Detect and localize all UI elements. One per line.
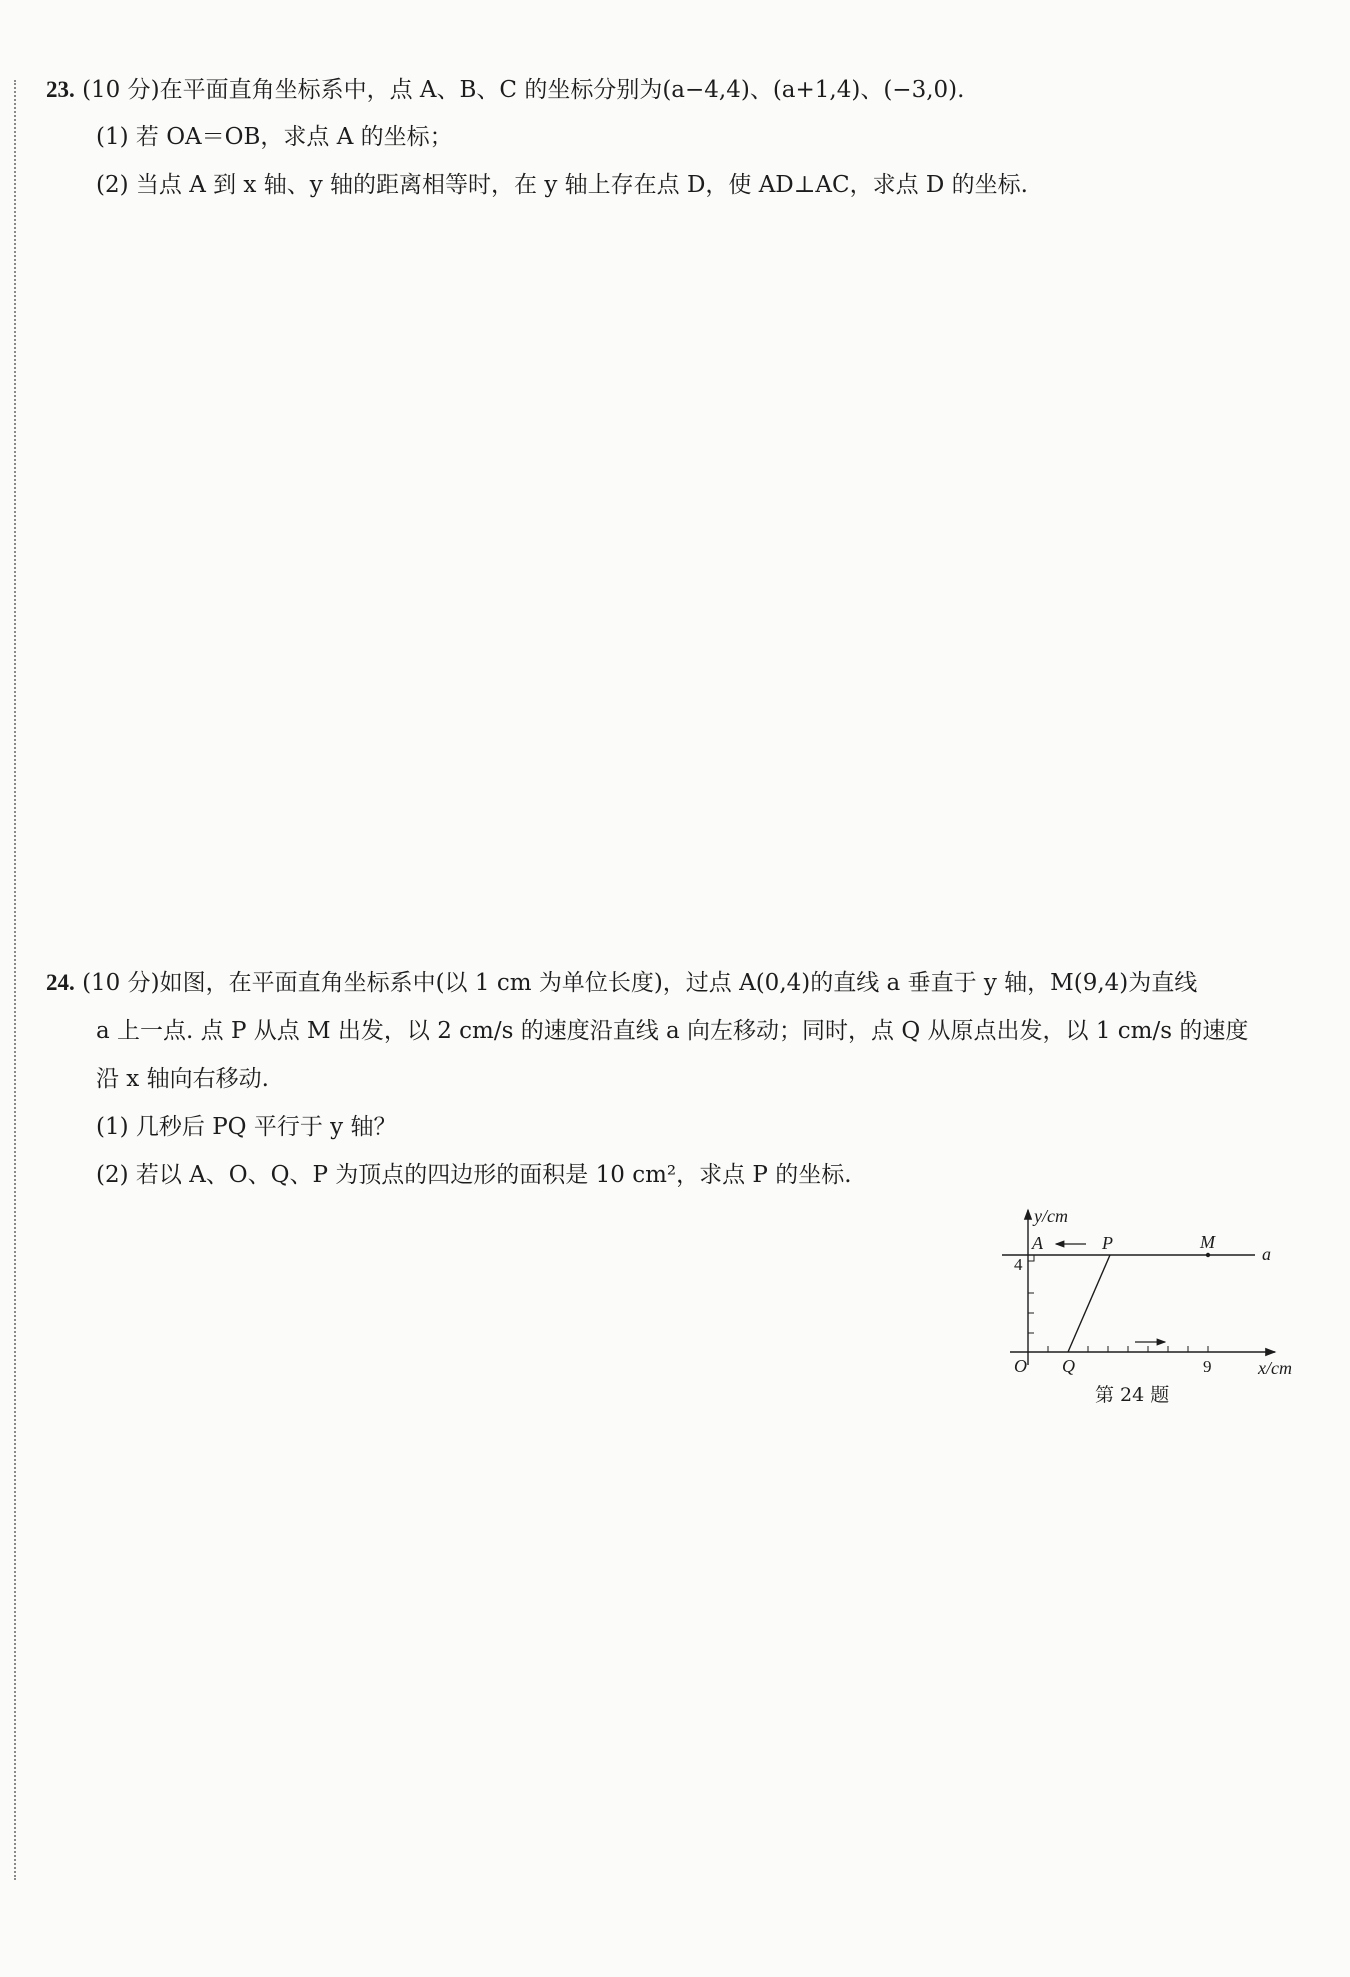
question-23-part-1: (1) 若 OA＝OB，求点 A 的坐标； — [96, 124, 453, 150]
tick-label-9: 9 — [1203, 1357, 1212, 1376]
point-p-label: P — [1102, 1233, 1113, 1253]
right-angle-mark — [1028, 1255, 1034, 1261]
origin-label: O — [1014, 1356, 1027, 1376]
question-23-number: 23. — [46, 77, 75, 102]
question-24-stem-line-2: a 上一点. 点 P 从点 M 出发，以 2 cm/s 的速度沿直线 a 向左移动；同时，点 Q 从原点出发，以 1 cm/s 的速度 — [96, 1018, 1249, 1044]
point-m-dot — [1206, 1253, 1210, 1257]
question-23-stem — [46, 75, 964, 105]
point-a-label: A — [1032, 1233, 1043, 1253]
segment-pq — [1068, 1255, 1110, 1352]
figure-caption: 第 24 题 — [1095, 1384, 1170, 1406]
tick-label-4: 4 — [1014, 1255, 1023, 1274]
question-24-stem-line-3: 沿 x 轴向右移动. — [96, 1066, 269, 1092]
point-m-label: M — [1200, 1232, 1215, 1252]
x-axis-label: x/cm — [1258, 1358, 1292, 1378]
question-24-stem-line-1 — [46, 968, 1197, 998]
y-axis-label: y/cm — [1034, 1206, 1068, 1226]
binding-margin-line — [14, 80, 16, 1880]
line-a-label: a — [1262, 1244, 1271, 1264]
question-23-part-2: (2) 当点 A 到 x 轴、y 轴的距离相等时，在 y 轴上存在点 D，使 AD⊥AC，求点 D 的坐标. — [96, 172, 1028, 198]
point-q-label: Q — [1062, 1356, 1075, 1376]
question-24-number: 24. — [46, 970, 75, 995]
question-23-stem-text: (10 分)在平面直角坐标系中，点 A、B、C 的坐标分别为(a−4,4)、(a+1,4)、(−3,0). — [82, 77, 965, 103]
question-24-part-1: (1) 几秒后 PQ 平行于 y 轴？ — [96, 1114, 397, 1140]
question-24-stem-text-1: (10 分)如图，在平面直角坐标系中(以 1 cm 为单位长度)，过点 A(0,4)的直线 a 垂直于 y 轴，M(9,4)为直线 — [82, 970, 1198, 996]
question-24-part-2: (2) 若以 A、O、Q、P 为顶点的四边形的面积是 10 cm²，求点 P 的坐标. — [96, 1162, 852, 1188]
